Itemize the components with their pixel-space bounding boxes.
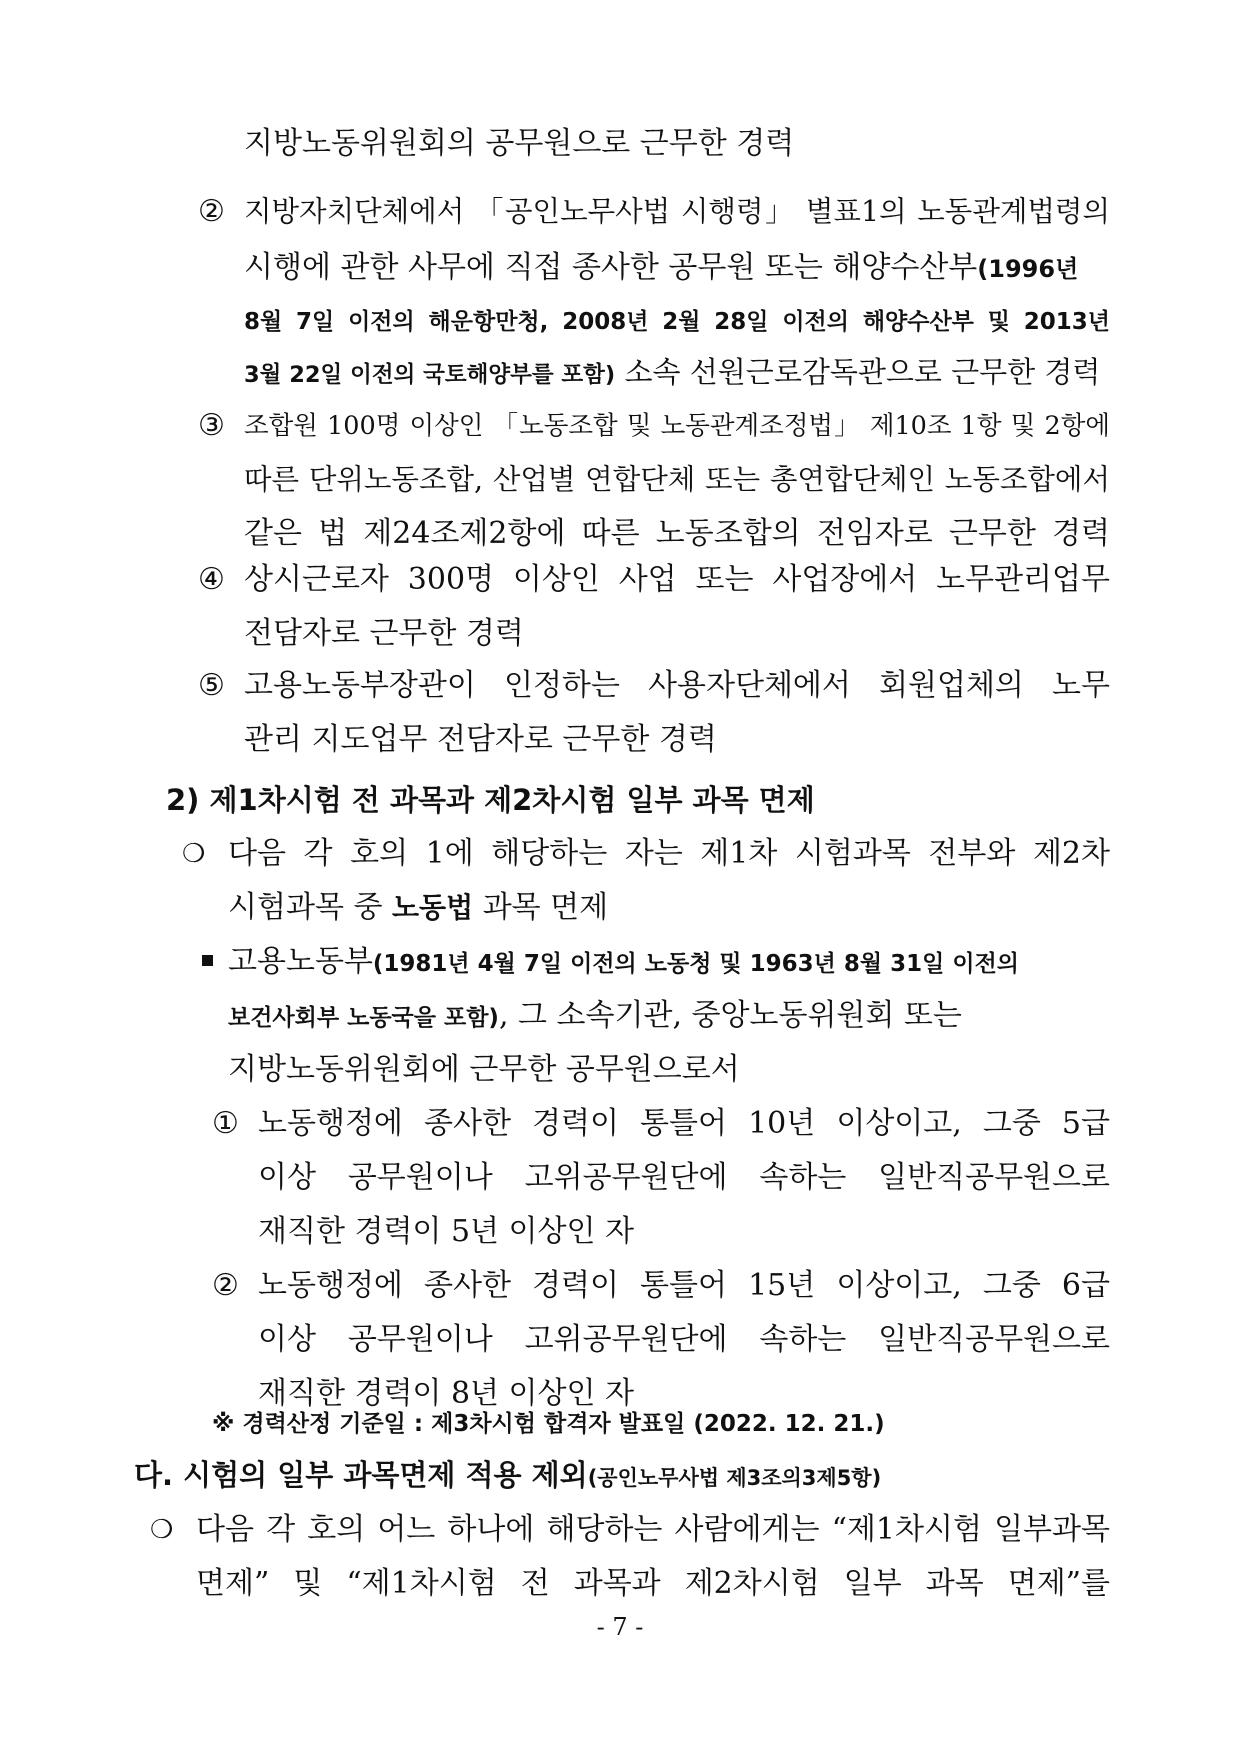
item-3-marker: ③	[198, 408, 225, 443]
section-2-heading: 2) 제1차시험 전 과목과 제2차시험 일부 과목 면제	[166, 783, 815, 817]
item-3-line-2: 따른 단위노동조합, 산업별 연합단체 또는 총연합단체인 노동조합에서	[244, 463, 1110, 496]
sub-1-marker: ①	[212, 1106, 239, 1141]
reference-date-note: ※ 경력산정 기준일 : 제3차시험 합격자 발표일 (2022. 12. 21.)	[212, 1411, 885, 1437]
circle-bullet-1-line-2-text-b: 과목 면제	[482, 890, 609, 925]
square-bullet-line-1-bold: (1981년 4월 7일 이전의 노동청 및 1963년 8월 31일 이전의	[372, 951, 1020, 977]
section-da-heading	[134, 1455, 881, 1498]
item-5-marker: ⑤	[198, 668, 225, 703]
square-bullet-line-2-text: , 그 소속기관, 중앙노동위원회 또는	[498, 998, 962, 1033]
item-5-line-2: 관리 지도업무 전담자로 근무한 경력	[244, 722, 717, 757]
item-2-line-2-bold: (1996년	[977, 255, 1079, 283]
item-5-line-1: 고용노동부장관이 인정하는 사용자단체에서 회원업체의 노무	[244, 668, 1110, 703]
continuation-line: 지방노동위원회의 공무원으로 근무한 경력	[244, 126, 795, 161]
item-2-line-2	[244, 248, 1110, 289]
sub-1-line-3: 재직한 경력이 5년 이상인 자	[258, 1214, 635, 1249]
circle-bullet-1-marker: ❍	[182, 839, 206, 869]
section-da-reference: (공인노무사법 제3조의3제5항)	[587, 1466, 882, 1490]
sub-2-line-3: 재직한 경력이 8년 이상인 자	[258, 1376, 635, 1411]
square-bullet-line-1-text: 고용노동부	[228, 944, 373, 979]
square-bullet-line-1	[228, 942, 1110, 984]
item-2-line-1: 지방자치단체에서 「공인노무사법 시행령」 별표1의 노동관계법령의	[244, 195, 1110, 228]
item-3-line-3: 같은 법 제24조제2항에 따른 노동조합의 전임자로 근무한 경력	[244, 516, 1110, 551]
section-da-title: 다. 시험의 일부 과목면제 적용 제외	[134, 1458, 588, 1492]
item-2-line-3: 8월 7일 이전의 해운항만청, 2008년 2월 28일 이전의 해양수산부 및 2013년	[244, 309, 1110, 335]
circle-bullet-1-line-2	[228, 888, 828, 928]
sub-1-line-2: 이상 공무원이나 고위공무원단에 속하는 일반직공무원으로	[258, 1160, 1110, 1195]
circle-bullet-1-line-2-bold: 노동법	[391, 891, 474, 924]
item-2-line-4	[244, 352, 1110, 395]
square-bullet-line-2-bold: 보건사회부 노동국을 포함)	[228, 1005, 499, 1031]
item-2-marker: ②	[198, 194, 225, 229]
sub-2-marker: ②	[212, 1268, 239, 1303]
square-bullet-line-3: 지방노동위원회에 근무한 공무원으로서	[228, 1052, 740, 1087]
item-2-line-2-text: 시행에 관한 사무에 직접 종사한 공무원 또는 해양수산부	[244, 250, 978, 285]
square-bullet-marker	[202, 955, 213, 966]
square-bullet-line-2	[228, 996, 1110, 1038]
item-4-line-1: 상시근로자 300명 이상인 사업 또는 사업장에서 노무관리업무	[244, 562, 1110, 597]
circle-bullet-2-line-2: 면제” 및 “제1차시험 전 과목과 제2차시험 일부 과목 면제”를	[196, 1566, 1110, 1601]
circle-bullet-2-line-1: 다음 각 호의 어느 하나에 해당하는 사람에게는 “제1차시험 일부과목	[196, 1512, 1110, 1547]
sub-1-line-1: 노동행정에 종사한 경력이 통틀어 10년 이상이고, 그중 5급	[258, 1106, 1110, 1141]
circle-bullet-1-line-2-text-a: 시험과목 중	[228, 890, 383, 925]
circle-bullet-1-line-1: 다음 각 호의 1에 해당하는 자는 제1차 시험과목 전부와 제2차	[228, 836, 1110, 871]
item-4-marker: ④	[198, 562, 225, 597]
item-2-line-4-text: 소속 선원근로감독관으로 근무한 경력	[624, 355, 1101, 389]
item-4-line-2: 전담자로 근무한 경력	[244, 616, 524, 651]
item-3-line-1: 조합원 100명 이상인 「노동조합 및 노동관계조정법」 제10조 1항 및 2항에	[244, 411, 1110, 441]
sub-2-line-2: 이상 공무원이나 고위공무원단에 속하는 일반직공무원으로	[258, 1322, 1110, 1357]
item-2-line-4-bold: 3월 22일 이전의 국토해양부를 포함)	[244, 362, 616, 388]
sub-2-line-1: 노동행정에 종사한 경력이 통틀어 15년 이상이고, 그중 6급	[258, 1268, 1110, 1303]
circle-bullet-2-marker: ❍	[150, 1515, 174, 1545]
page-number: - 7 -	[596, 1613, 644, 1641]
